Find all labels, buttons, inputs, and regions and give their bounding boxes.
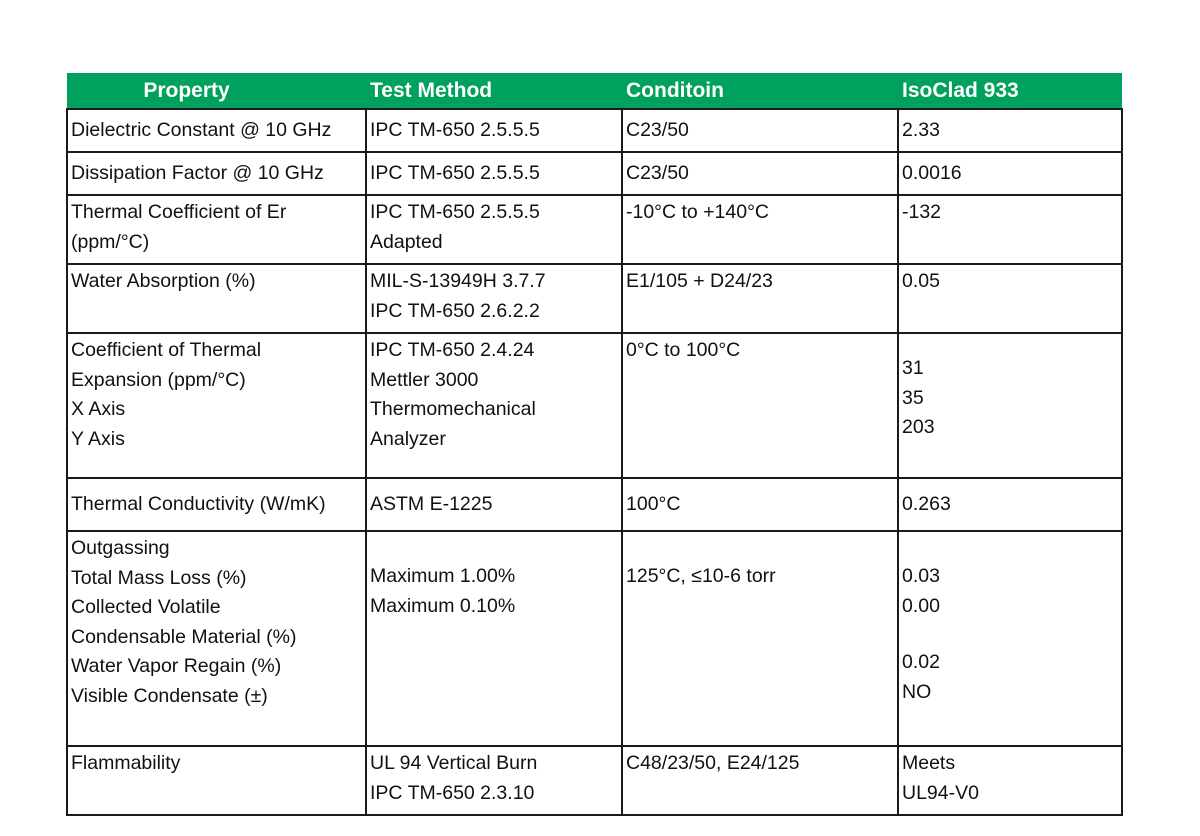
property-cell	[67, 333, 366, 478]
method-line: UL 94 Vertical Burn	[370, 752, 538, 774]
method-line: IPC TM-650 2.3.10	[370, 781, 535, 804]
method-cell	[366, 195, 622, 264]
method-line: IPC TM-650 2.5.5.5	[370, 161, 540, 184]
value-line: UL94-V0	[902, 781, 979, 804]
value-spacer	[902, 621, 1118, 648]
method-line: Analyzer	[370, 427, 446, 450]
property-line: Flammability	[71, 752, 181, 774]
value-cell	[898, 746, 1122, 815]
value-cell	[898, 195, 1122, 264]
method-line: IPC TM-650 2.6.2.2	[370, 299, 540, 322]
table-row	[67, 746, 1122, 815]
method-line: Maximum 0.10%	[370, 594, 516, 617]
condition-line: E1/105 + D24/23	[626, 270, 773, 292]
table-row	[67, 109, 1122, 152]
header-property: Property	[67, 73, 366, 109]
value-line: Meets	[902, 752, 956, 774]
method-line: IPC TM-650 2.5.5.5	[370, 201, 540, 223]
table-row	[67, 264, 1122, 333]
value-line: 35	[902, 386, 924, 409]
method-line: IPC TM-650 2.5.5.5	[370, 118, 540, 141]
property-line: Coefficient of Thermal	[71, 339, 262, 361]
value-cell	[898, 152, 1122, 195]
condition-line: 100°C	[626, 492, 681, 515]
header-isoclad-933: IsoClad 933	[898, 73, 1122, 109]
spec-table	[66, 73, 1123, 816]
condition-line: C23/50	[626, 161, 689, 184]
property-cell	[67, 264, 366, 333]
property-line: Water Absorption (%)	[71, 270, 256, 292]
property-line: X Axis	[71, 398, 126, 420]
property-line: Collected Volatile	[71, 596, 221, 618]
value-line: 0.02	[902, 651, 940, 673]
condition-cell	[622, 109, 898, 152]
property-line: Thermal Conductivity (W/mK)	[71, 492, 326, 515]
method-cell	[366, 478, 622, 531]
condition-line: C23/50	[626, 118, 689, 141]
method-cell	[366, 531, 622, 746]
method-cell	[366, 333, 622, 478]
property-line: Dielectric Constant @ 10 GHz	[71, 118, 332, 141]
value-cell	[898, 109, 1122, 152]
condition-line: 125°C, ≤10-6 torr	[626, 565, 776, 587]
property-line: Dissipation Factor @ 10 GHz	[71, 161, 324, 184]
property-line: Visible Condensate (±)	[71, 684, 268, 707]
method-line: Maximum 1.00%	[370, 565, 516, 587]
value-line: 31	[902, 357, 924, 379]
value-line: 0.03	[902, 565, 940, 587]
property-line: Expansion (ppm/°C)	[71, 368, 246, 391]
method-line: IPC TM-650 2.4.24	[370, 339, 535, 361]
method-cell	[366, 152, 622, 195]
property-line: Water Vapor Regain (%)	[71, 655, 282, 677]
property-line: Thermal Coefficient of Er	[71, 201, 287, 223]
method-line: Mettler 3000	[370, 368, 479, 391]
value-line: 0.00	[902, 594, 940, 617]
value-line: 2.33	[902, 118, 940, 141]
table-row	[67, 152, 1122, 195]
condition-line: 0°C to 100°C	[626, 339, 741, 361]
method-line: Thermomechanical	[370, 398, 536, 420]
property-cell	[67, 152, 366, 195]
property-line: Outgassing	[71, 537, 170, 559]
condition-cell	[622, 333, 898, 478]
value-line: 0.263	[902, 492, 951, 515]
value-line: NO	[902, 680, 932, 703]
value-line: -132	[902, 201, 942, 223]
property-line: Total Mass Loss (%)	[71, 566, 247, 589]
header-condition: Conditoin	[622, 73, 898, 109]
property-cell	[67, 746, 366, 815]
condition-cell	[622, 478, 898, 531]
table-row	[67, 478, 1122, 531]
property-line: Y Axis	[71, 427, 125, 450]
value-cell	[898, 531, 1122, 746]
value-cell	[898, 333, 1122, 478]
table-row	[67, 333, 1122, 478]
property-cell	[67, 109, 366, 152]
condition-cell	[622, 531, 898, 746]
value-cell	[898, 264, 1122, 333]
condition-line: -10°C to +140°C	[626, 201, 769, 223]
value-line: 0.0016	[902, 161, 962, 184]
condition-cell	[622, 152, 898, 195]
header-test-method: Test Method	[366, 73, 622, 109]
method-line: MIL-S-13949H 3.7.7	[370, 270, 546, 292]
condition-cell	[622, 195, 898, 264]
method-cell	[366, 264, 622, 333]
property-cell	[67, 195, 366, 264]
method-cell	[366, 109, 622, 152]
method-line: Adapted	[370, 230, 443, 253]
property-cell	[67, 531, 366, 746]
table-row	[67, 531, 1122, 746]
value-line: 203	[902, 416, 935, 438]
condition-cell	[622, 264, 898, 333]
condition-line: C48/23/50, E24/125	[626, 752, 800, 774]
method-line: ASTM E-1225	[370, 492, 493, 515]
method-cell	[366, 746, 622, 815]
condition-cell	[622, 746, 898, 815]
header-row	[67, 73, 1122, 109]
property-line: Condensable Material (%)	[71, 625, 297, 648]
value-line: 0.05	[902, 270, 940, 292]
property-line: (ppm/°C)	[71, 230, 150, 253]
property-cell	[67, 478, 366, 531]
value-cell	[898, 478, 1122, 531]
table-row	[67, 195, 1122, 264]
